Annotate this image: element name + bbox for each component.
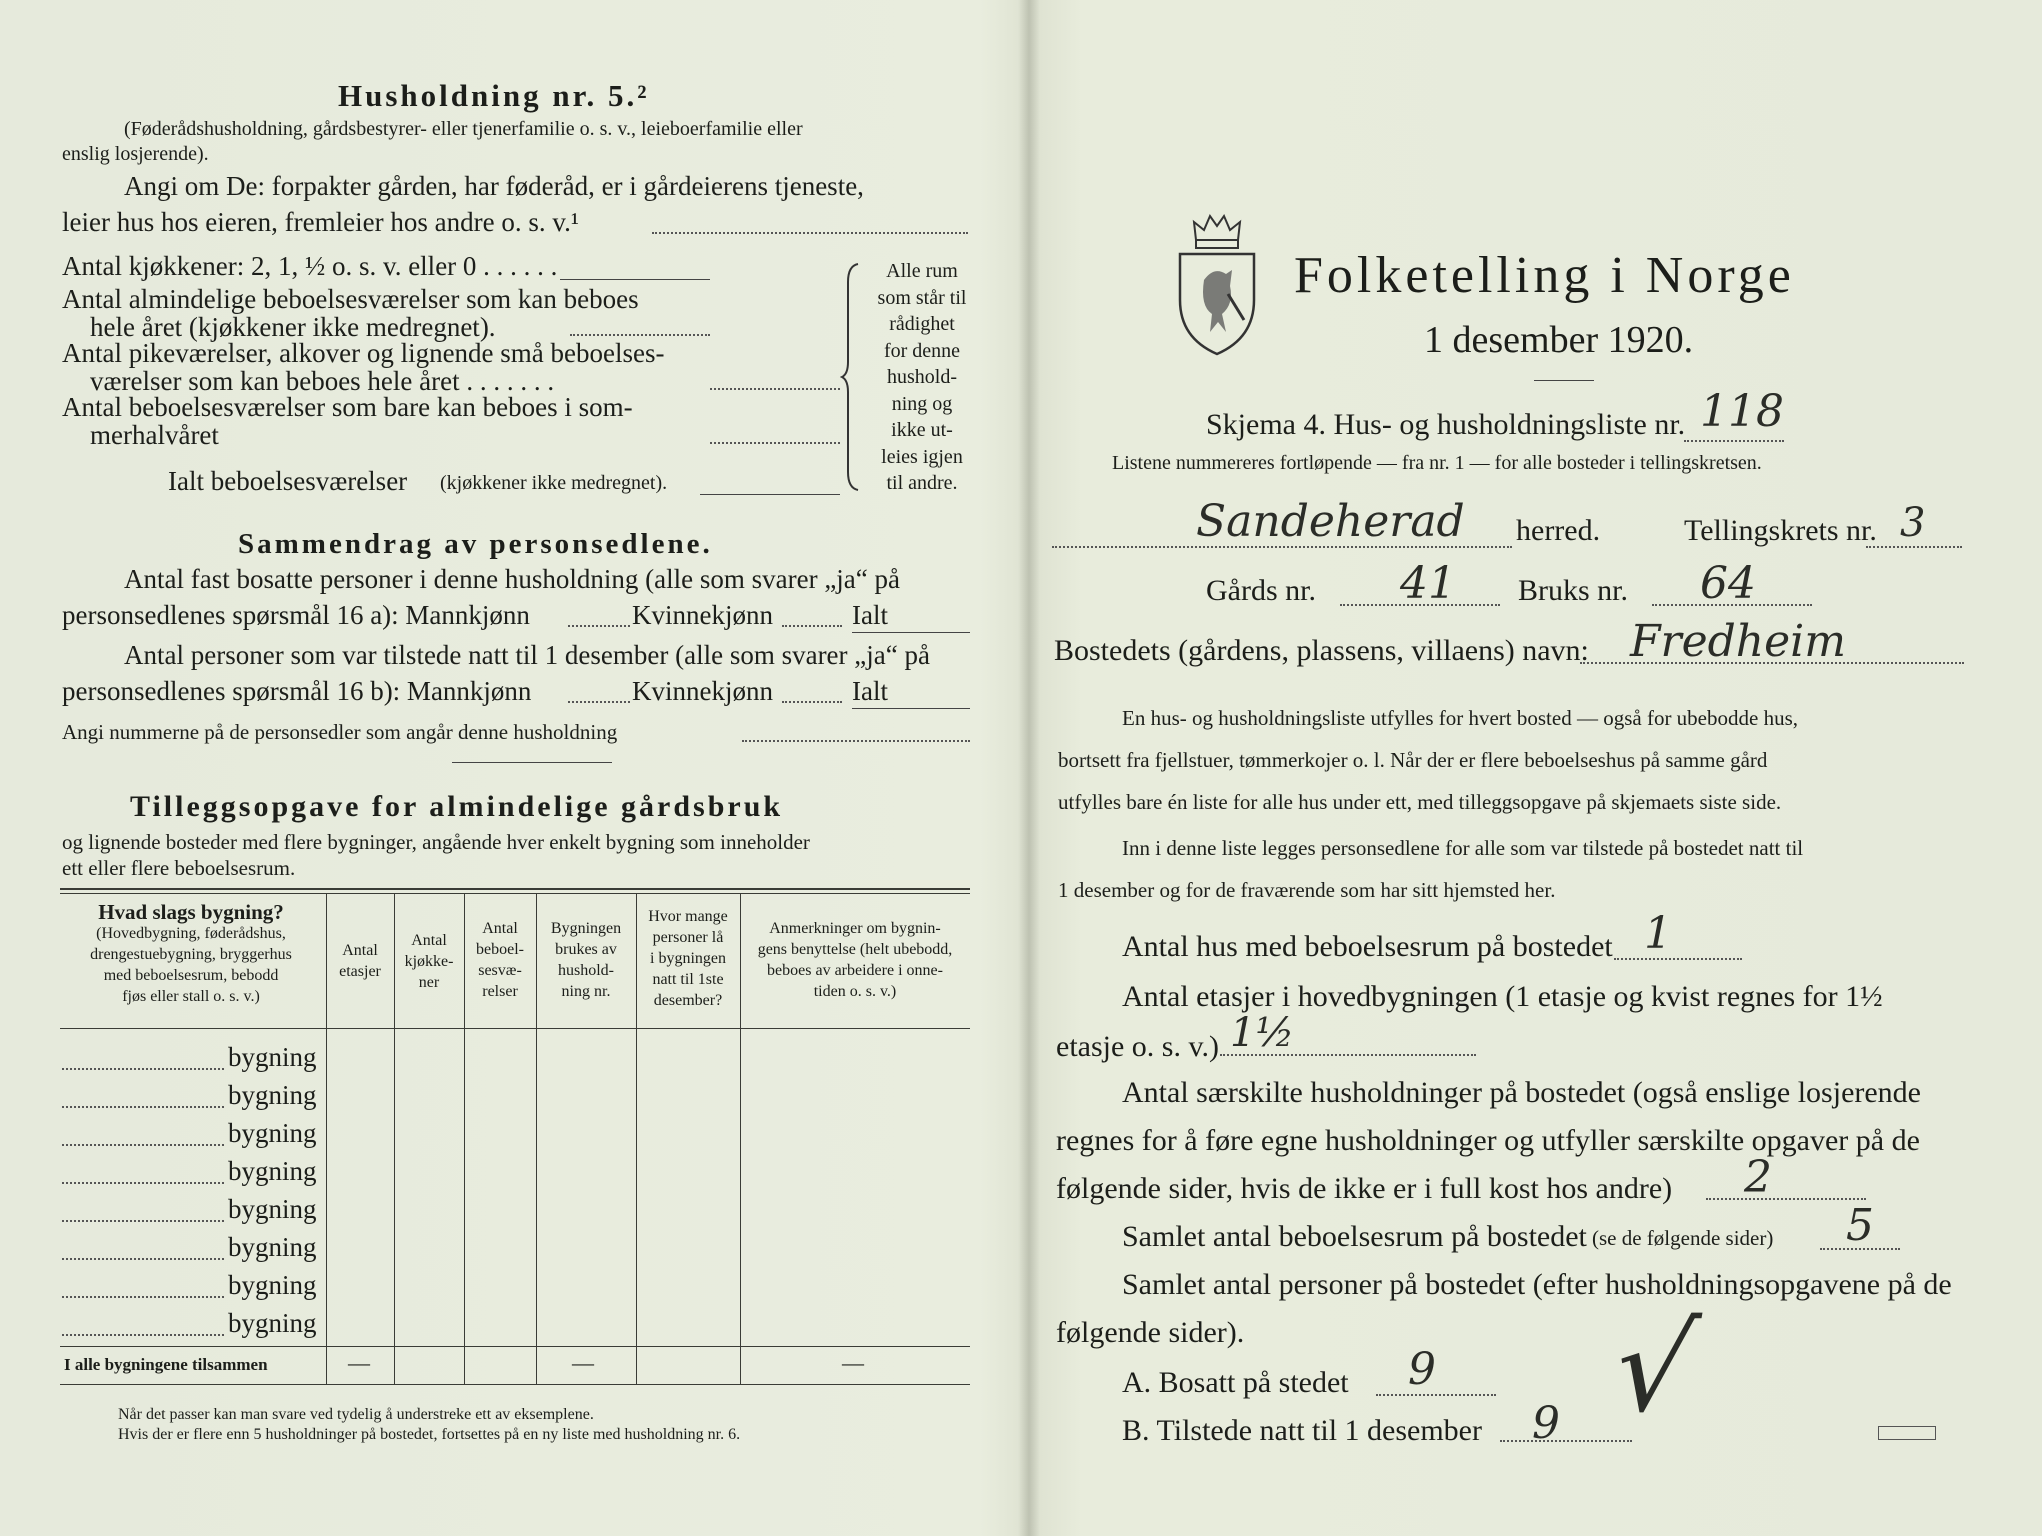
etasjer-value[interactable]: 1½: [1230, 1010, 1295, 1056]
col-head-etasjer: Antal etasjer: [339, 942, 381, 980]
coat-of-arms-icon: [1174, 210, 1260, 358]
household-title: Husholdning nr. 5.²: [338, 78, 650, 113]
angi-line-2: leier hus hos eieren, fremleier hos andre o. s. v.¹: [62, 207, 579, 237]
table-row: bygning: [228, 1232, 317, 1262]
p1-line-1: En hus- og husholdningsliste utfylles for hvert bosted — også for ubebodde hus,: [1122, 706, 1798, 730]
s1-kvinne: Kvinnekjønn: [632, 600, 773, 630]
total-dash: —: [842, 1350, 864, 1375]
kjokkener-answer[interactable]: [560, 279, 710, 280]
s1-line-2: personsedlenes spørsmål 16 a): Mannkjønn: [62, 600, 530, 630]
bosatt-label: A. Bosatt på stedet: [1122, 1366, 1349, 1399]
hush-line-3: følgende sider, hvis de ikke er i full kost hos andre): [1056, 1172, 1673, 1205]
bosatt-value[interactable]: 9: [1408, 1344, 1436, 1395]
s1-mann-answer[interactable]: [568, 625, 630, 627]
tellingskrets-value[interactable]: 3: [1900, 500, 1926, 546]
s1-ialt: Ialt: [852, 600, 888, 630]
total-dash: —: [348, 1350, 370, 1375]
p1-line-3: utfylles bare én liste for alle hus under ett, med tilleggsopgave på skjemaets siste side.: [1058, 790, 1782, 814]
s2-kvinne-answer[interactable]: [782, 701, 842, 703]
alm-answer[interactable]: [570, 334, 710, 336]
s2-line-2: personsedlenes spørsmål 16 b): Mannkjønn: [62, 676, 532, 706]
printer-stamp: [1878, 1426, 1936, 1440]
s1-kvinne-answer[interactable]: [782, 625, 842, 627]
bruks-label: Bruks nr.: [1518, 574, 1629, 607]
tillegg-line-1: og lignende bosteder med flere bygninger, angående hver enkelt bygning som inneholder: [62, 830, 810, 854]
pike-line-2: værelser som kan beboes hele året . . . . . . .: [90, 366, 555, 396]
form-title: Folketelling i Norge: [1294, 247, 1795, 304]
table-row: bygning: [228, 1042, 317, 1072]
table-row: bygning: [228, 1270, 317, 1300]
tillegg-title: Tilleggsopgave for almindelige gårdsbruk: [130, 790, 784, 823]
tilstede-value[interactable]: 9: [1532, 1398, 1560, 1449]
col-head-kjokkener: Antal kjøkke- ner: [404, 932, 454, 991]
check-mark-icon: √: [1603, 1300, 1705, 1439]
s2-ialt: Ialt: [852, 676, 888, 706]
listene-note: Listene nummereres fortløpende — fra nr. 1 — for alle bosteder i tellingskretsen.: [1112, 452, 1762, 474]
nummerne-answer[interactable]: [742, 740, 970, 742]
tellingskrets-label: Tellingskrets nr.: [1684, 514, 1877, 547]
samlet-rum-note: (se de følgende sider): [1592, 1226, 1774, 1250]
hush-line-2: regnes for å føre egne husholdninger og utfyller særskilte opgaver på de: [1056, 1124, 1920, 1157]
herred-label: herred.: [1516, 514, 1601, 547]
samlet-rum-value[interactable]: 5: [1846, 1200, 1874, 1251]
s2-mann-answer[interactable]: [568, 701, 630, 703]
tilstede-label: B. Tilstede natt til 1 desember: [1122, 1414, 1482, 1447]
pike-answer[interactable]: [710, 388, 840, 390]
household-subtitle-2: enslig losjerende).: [62, 143, 209, 165]
section-divider: [452, 762, 612, 763]
skjema-value[interactable]: 118: [1700, 386, 1784, 437]
footnote-1: Når det passer kan man svare ved tydelig å understreke ett av eksemplene.: [118, 1406, 594, 1423]
brace-icon: [840, 262, 864, 492]
table-row: bygning: [228, 1308, 317, 1338]
col-head-bygning: Hvad slags bygning? (Hovedbygning, føderådshus, drengestuebygning, bryggerhus med beboelsesrum, bebodd fjøs eller stall o. s. v.): [90, 900, 292, 1005]
samlet-pers-line-2: følgende sider).: [1056, 1316, 1245, 1349]
table-row: bygning: [228, 1194, 317, 1224]
p2-line-1: Inn i denne liste legges personsedlene for alle som var tilstede på bostedet natt til: [1122, 836, 1804, 860]
bruks-value[interactable]: 64: [1700, 558, 1756, 609]
angi-answer-line[interactable]: [652, 232, 968, 234]
skjema-label: Skjema 4. Hus- og husholdningsliste nr.: [1206, 408, 1686, 441]
table-row: bygning: [228, 1156, 317, 1186]
etasjer-line-1: Antal etasjer i hovedbygningen (1 etasje og kvist regnes for 1½: [1122, 980, 1883, 1013]
col-head-personer: Hvor mange personer lå i bygningen natt til 1ste desember?: [648, 908, 728, 1009]
table-row: bygning: [228, 1080, 317, 1110]
gards-label: Gårds nr.: [1206, 574, 1316, 607]
ialt-note: (kjøkkener ikke medregnet).: [440, 472, 668, 494]
p1-line-2: bortsett fra fjellstuer, tømmerkojer o. l. Når der er flere beboelseshus på samme gård: [1058, 748, 1768, 772]
bosted-value[interactable]: Fredheim: [1630, 616, 1846, 667]
gards-value[interactable]: 41: [1400, 558, 1456, 609]
footnote-2: Hvis der er flere enn 5 husholdninger på bostedet, fortsettes på en ny liste med husholdning nr. 6.: [118, 1426, 741, 1443]
bosted-label: Bostedets (gårdens, plassens, villaens) navn:: [1054, 634, 1589, 667]
samlet-rum-label: Samlet antal beboelsesrum på bostedet: [1122, 1220, 1587, 1253]
angi-line-1: Angi om De: forpakter gården, har føderåd, er i gårdeierens tjeneste,: [124, 171, 864, 201]
etasjer-line-2: etasje o. s. v.): [1056, 1030, 1220, 1063]
angi-nummerne: Angi nummerne på de personsedler som angår denne husholdning: [62, 720, 618, 744]
somm-line-2: merhalvåret: [90, 420, 219, 450]
s2-ialt-answer[interactable]: [852, 708, 970, 709]
hus-label: Antal hus med beboelsesrum på bostedet: [1122, 930, 1613, 963]
sammendrag-title: Sammendrag av personsedlene.: [238, 528, 713, 560]
somm-answer[interactable]: [710, 442, 840, 444]
brace-note: Alle rum som står til rådighet for denne hushold- ning og ikke ut- leies igjen til andre.: [877, 260, 967, 494]
alm-line-1: Antal almindelige beboelsesværelser som kan beboes: [62, 284, 639, 314]
s2-line-1: Antal personer som var tilstede natt til 1 desember (alle som svarer „ja“ på: [124, 640, 930, 670]
hus-value[interactable]: 1: [1644, 908, 1672, 959]
col-head-anmerkninger: Anmerkninger om bygnin- gens benyttelse (helt ubebodd, beboes av arbeidere i onne- tiden o. s. v.): [757, 920, 953, 1000]
total-label: I alle bygningene tilsammen: [64, 1355, 268, 1374]
alm-line-2: hele året (kjøkkener ikke medregnet).: [90, 312, 496, 342]
ialt-label: Ialt beboelsesværelser: [168, 466, 408, 496]
somm-line-1: Antal beboelsesværelser som bare kan beboes i som-: [62, 392, 633, 422]
pike-line-1: Antal pikeværelser, alkover og lignende små beboelses-: [62, 338, 665, 368]
table-row: bygning: [228, 1118, 317, 1148]
household-subtitle: (Føderådshusholdning, gårdsbestyrer- eller tjenerfamilie o. s. v., leieboerfamilie eller: [124, 118, 803, 140]
p2-line-2: 1 desember og for de fraværende som har sitt hjemsted her.: [1058, 878, 1556, 902]
hush-value[interactable]: 2: [1744, 1152, 1772, 1203]
ialt-answer[interactable]: [700, 494, 840, 495]
col-head-husholdning: Bygningen brukes av hushold- ning nr.: [550, 920, 622, 1000]
form-date: 1 desember 1920.: [1424, 319, 1694, 361]
hush-line-1: Antal særskilte husholdninger på bostedet (også enslige losjerende: [1122, 1076, 1921, 1109]
kjokkener-label: Antal kjøkkener: 2, 1, ½ o. s. v. eller 0 . . . . . .: [62, 251, 558, 281]
title-divider: [1534, 380, 1594, 381]
page-fold: [1018, 0, 1040, 1536]
s2-kvinne: Kvinnekjønn: [632, 676, 773, 706]
s1-ialt-answer[interactable]: [852, 632, 970, 633]
samlet-pers-line-1: Samlet antal personer på bostedet (efter husholdningsopgavene på de: [1122, 1268, 1952, 1301]
herred-value[interactable]: Sandeherad: [1196, 496, 1465, 547]
total-dash: —: [572, 1350, 594, 1375]
tillegg-line-2: ett eller flere beboelsesrum.: [62, 856, 296, 880]
col-head-beboelsesvaerelser: Antal beboel- sesvæ- relser: [476, 920, 524, 1000]
s1-line-1: Antal fast bosatte personer i denne husholdning (alle som svarer „ja“ på: [124, 564, 900, 594]
